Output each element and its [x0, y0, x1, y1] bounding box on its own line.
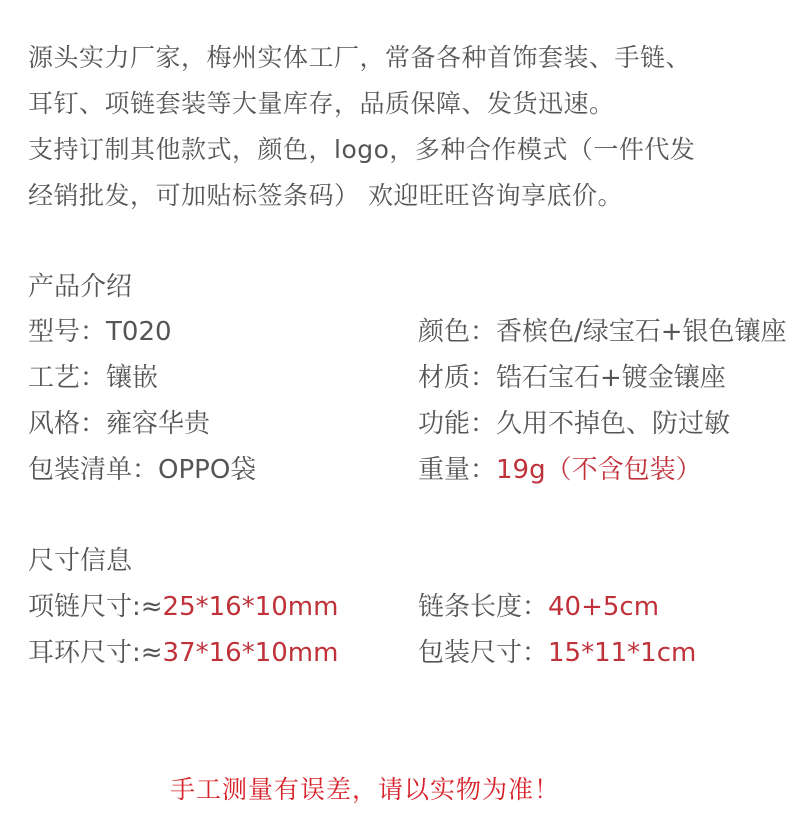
spec-label: 功能：	[418, 409, 497, 439]
model-spec	[28, 310, 172, 354]
spec-value: T020	[106, 317, 172, 347]
product-section-title: 产品介绍	[28, 272, 133, 302]
spec-value: 锆石宝石+镀金镶座	[496, 363, 726, 393]
package-size-value: 15*11*1cm	[548, 638, 697, 668]
measurement-disclaimer: 手工测量有误差，请以实物为准！	[169, 775, 560, 804]
intro-line: 支持订制其他款式，颜色，logo，多种合作模式（一件代发	[28, 135, 696, 164]
spec-label: 项链尺寸:≈	[28, 592, 163, 622]
spec-label: 重量：	[418, 455, 497, 485]
packing-list-spec	[28, 448, 256, 492]
spec-row	[28, 402, 800, 446]
spec-row	[28, 448, 800, 492]
spec-label: 颜色：	[418, 317, 497, 347]
earring-size-value: 37*16*10mm	[162, 638, 339, 668]
spec-label: 链条长度：	[418, 592, 549, 622]
color-spec	[418, 310, 787, 354]
spec-value: 雍容华贵	[106, 409, 211, 439]
spec-value: 久用不掉色、防过敏	[496, 409, 731, 439]
size-section-title: 尺寸信息	[28, 546, 133, 576]
spec-label: 包装清单：	[28, 455, 159, 485]
weight-value: 19g（不含包装）	[496, 455, 702, 485]
weight-spec	[418, 448, 702, 492]
chain-length-spec	[418, 585, 659, 629]
spec-label: 耳环尺寸:≈	[28, 638, 163, 668]
spec-label: 型号：	[28, 317, 107, 347]
necklace-size-value: 25*16*10mm	[162, 592, 339, 622]
craft-spec	[28, 356, 158, 400]
spec-value: 香槟色/绿宝石+银色镶座	[496, 317, 787, 347]
spec-row	[28, 310, 800, 354]
spec-row	[28, 356, 800, 400]
intro-line: 源头实力厂家，梅州实体工厂，常备各种首饰套装、手链、	[28, 43, 692, 72]
earring-size-spec	[28, 631, 338, 675]
necklace-size-spec	[28, 585, 338, 629]
chain-length-value: 40+5cm	[548, 592, 660, 622]
spec-label: 工艺：	[28, 363, 107, 393]
size-row	[28, 631, 800, 675]
function-spec	[418, 402, 730, 446]
intro-line: 耳钉、项链套装等大量库存，品质保障、发货迅速。	[28, 89, 615, 118]
package-size-spec	[418, 631, 696, 675]
style-spec	[28, 402, 210, 446]
size-row	[28, 585, 800, 629]
spec-label: 材质：	[418, 363, 497, 393]
material-spec	[418, 356, 726, 400]
intro-line: 经销批发，可加贴标签条码） 欢迎旺旺咨询享底价。	[28, 181, 623, 210]
spec-value: OPPO袋	[158, 455, 257, 485]
intro-paragraph	[28, 35, 788, 219]
spec-value: 镶嵌	[106, 363, 159, 393]
spec-label: 风格：	[28, 409, 107, 439]
spec-label: 包装尺寸：	[418, 638, 549, 668]
